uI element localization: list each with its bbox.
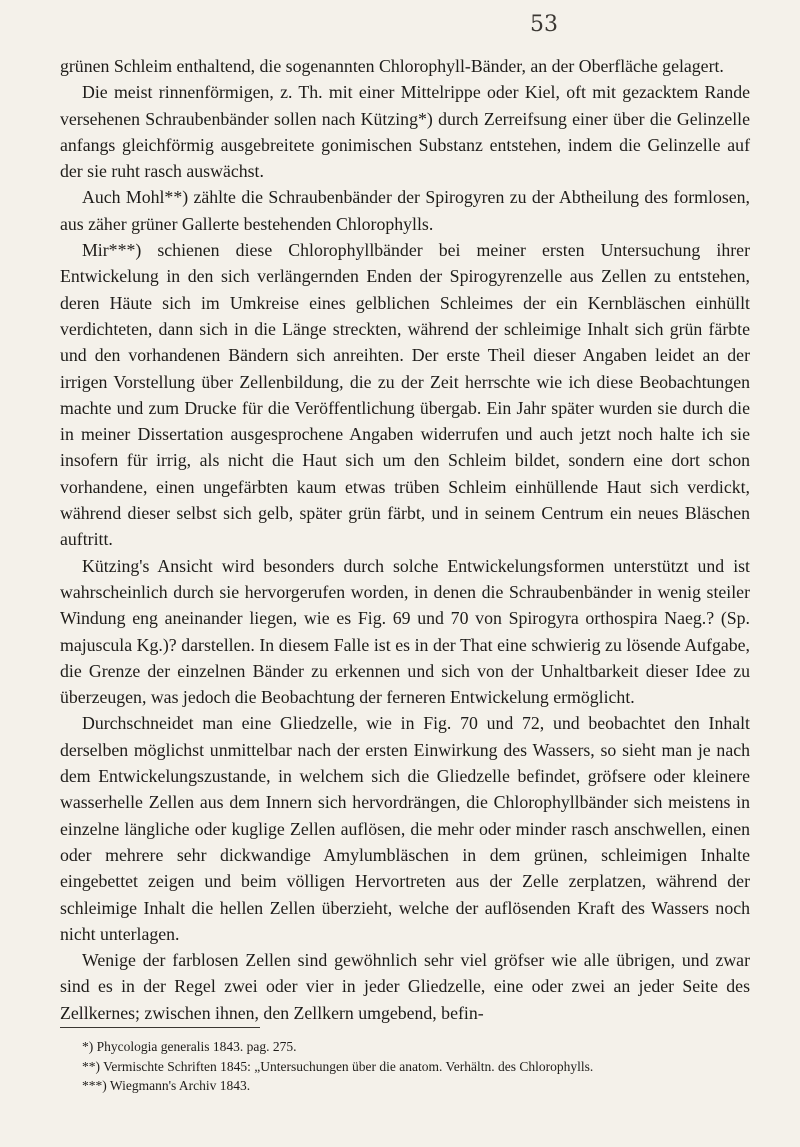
footnote: **) Vermischte Schriften 1845: „Untersuchungen über die anatom. Verhältn. des Chlorophylls. [82,1058,594,1074]
paragraph: Die meist rinnenförmigen, z. Th. mit einer Mittelrippe oder Kiel, oft mit gezacktem Rande versehenen Schraubenbänder sollen nach Kützing*) durch Zerreifsung einer über die Gelinzelle anfangs gleichförmig ausgebreitete gonimischen Substanz entstehen, indem die Gelinzelle auf der sie ruht rasch auswächst. [60,82,750,182]
paragraph: grünen Schleim enthaltend, die sogenannten Chlorophyll-Bänder, an der Oberfläche gelagert. [60,56,724,76]
paragraph: Durchschneidet man eine Gliedzelle, wie in Fig. 70 und 72, und beobachtet den Inhalt derselben möglichst unmittelbar nach der ersten Einwirkung des Wassers, so sieht man je nach dem Entwickelungszustande, in welchem sich die Gliedzelle befindet, gröfsere oder kleinere wasserhelle Zellen aus dem Innern sich hervordrängen, die Chlorophyllbänder sich meistens in einzelne längliche oder kuglige Zellen auflösen, die mehr oder minder rasch anschwellen, einen oder mehrere sehr dickwandige Amylumbläschen in dem grünen, schleimigen Inhalte eingebettet zeigen und beim völligen Hervortreten aus der Zelle zerplatzen, während der schleimige Inhalt die hellen Zellen überzieht, welche der auflösenden Kraft des Wassers noch nicht unterlagen. [60,713,750,944]
paragraph: Wenige der farblosen Zellen sind gewöhnlich sehr viel gröfser wie alle übrigen, und zwar sind es in der Regel zwei oder vier in jeder Gliedzelle, eine oder zwei an jeder Seite des Zellkernes; zwischen ihnen, den Zellkern umgebend, befin- [60,950,750,1023]
page-number: 53 [530,12,558,37]
footnote: *) Phycologia generalis 1843. pag. 275. [82,1039,297,1054]
paragraph: Auch Mohl**) zählte die Schraubenbänder der Spirogyren zu der Abtheilung des formlosen, aus zäher grüner Gallerte bestehenden Chlorophylls. [60,187,750,234]
footnote: ***) Wiegmann's Archiv 1843. [82,1078,251,1093]
footnotes [82,1037,752,1096]
footnote-divider [60,1027,260,1028]
paragraph: Kützing's Ansicht wird besonders durch solche Entwickelungsformen unterstützt und ist wahrscheinlich durch sie hervorgerufen worden, in denen die Schraubenbänder in wenig steiler Windung eng aneinander liegen, wie es Fig. 69 und 70 von Spirogyra orthospira Naeg.? (Sp. majuscula Kg.)? darstellen. In diesem Falle ist es in der That eine schwierig zu lösende Aufgabe, die Grenze der einzelnen Bänder zu erkennen und sich von der Unhaltbarkeit dieser Idee zu überzeugen, was jedoch die Beobachtung der ferneren Entwickelung ermöglicht. [60,555,750,708]
paragraph: Mir***) schienen diese Chlorophyllbänder bei meiner ersten Untersuchung ihrer Entwickelung in den sich verlängernden Enden der Spirogyrenzelle aus Zellen zu entstehen, deren Häute sich im Umkreise eines gelblichen Schleimes der ein Kernbläschen einhüllt verdichteten, dann sich in die Länge streckten, während der schleimige Inhalt sich grün färbte und den vorhandenen Bändern sich anreihten. Der erste Theil dieser Angaben leidet an der irrigen Vorstellung über Zellenbildung, die zu der Zeit herrschte wie ich diese Beobachtungen machte und zum Drucke für die Veröffentlichung übergab. Ein Jahr später wurden sie durch die in meiner Dissertation ausgesprochene Angaben widerrufen und auch jetzt noch halte ich sie insofern für irrig, als nicht die Haut sich um den Schleim bildet, sondern eine dort schon vorhandene, einen ungefärbten kaum etwas trüben Schleim einhüllende Haut sich verdickt, während dieser selbst sich gelb, später grün färbt, und in seinem Centrum ein neues Bläschen auftritt. [60,240,750,550]
body-text [60,53,750,1026]
